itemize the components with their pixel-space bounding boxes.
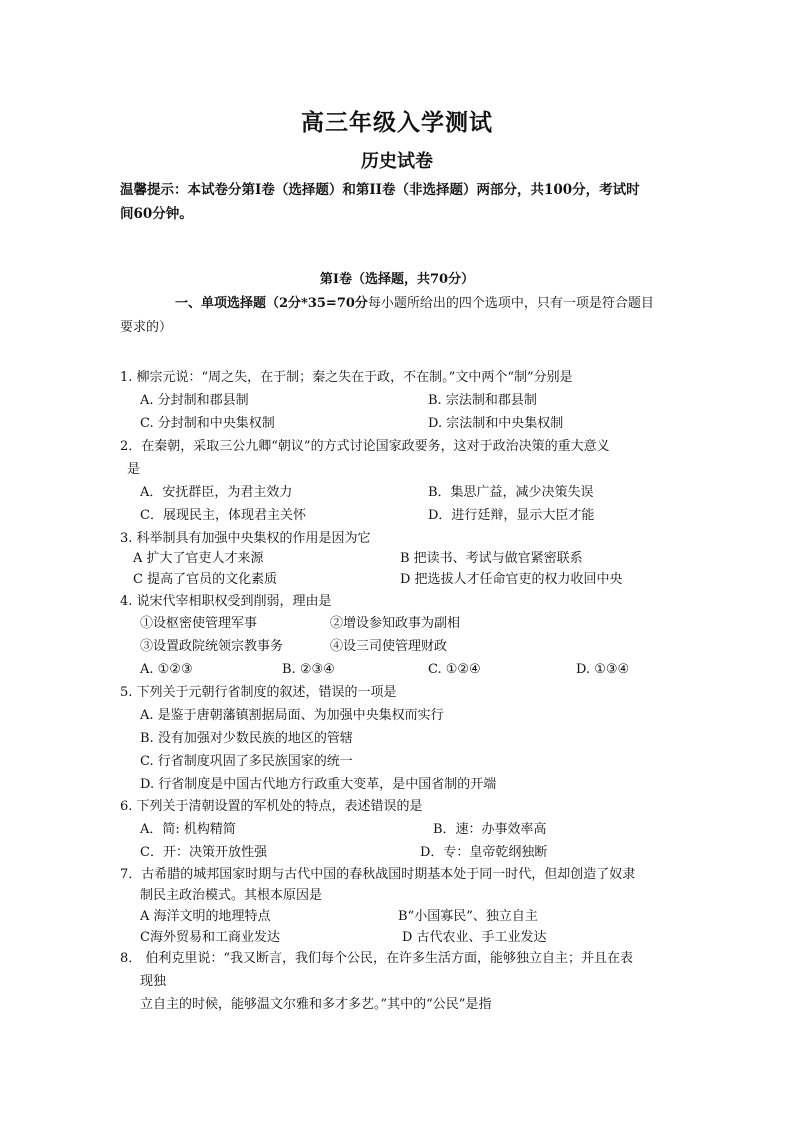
section-heading: 第I卷（选择题，共70分） <box>319 272 475 287</box>
question-6-stem: 6. 下列关于清朝设置的军机处的特点，表述错误的是 <box>120 799 423 814</box>
question-5-option-d: D. 行省制度是中国古代地方行政重大变革，是中国省制的开端 <box>140 777 497 792</box>
question-4-option-a: A. ①②③ <box>140 662 193 677</box>
exam-title: 高三年级入学测试 <box>301 109 493 136</box>
question-8-stem-cont-2: 立自主的时候，能够温文尔雅和多才多艺。”其中的“公民”是指 <box>140 997 492 1012</box>
question-8-stem-cont: 现独 <box>140 974 167 989</box>
question-6-option-a: A．简: 机构精简 <box>140 822 236 837</box>
question-4-stem: 4. 说宋代宰相职权受到削弱，理由是 <box>120 594 332 609</box>
question-7-option-d: D 古代农业、手工业发达 <box>402 930 547 945</box>
question-2-option-b: B．集思广益，减少决策失误 <box>428 485 594 500</box>
question-7-stem: 7．古希腊的城邦国家时期与古代中国的春秋战国时期基本处于同一时代，但却创造了奴隶 <box>120 867 636 882</box>
question-3-option-c: C 提高了官员的文化素质 <box>133 572 278 587</box>
question-4-option-c: C. ①②④ <box>428 662 481 677</box>
question-4-option-b: B. ②③④ <box>282 662 335 677</box>
instruction-bold: 一、单项选择题（2分*35=70分 <box>175 296 368 311</box>
question-3-option-d: D 把选拔人才任命官吏的权力收回中央 <box>400 572 623 587</box>
question-5-option-c: C. 行省制度巩固了多民族国家的统一 <box>140 754 353 769</box>
question-4-item-2: ②增设参知政事为副相 <box>330 616 461 631</box>
question-3-stem: 3. 科举制具有加强中央集权的作用是因为它 <box>120 531 371 546</box>
question-2-stem: 2．在秦朝，采取三公九卿“朝议”的方式讨论国家政要务，这对于政治决策的重大意义 <box>120 439 610 454</box>
question-1-option-d: D. 宗法制和中央集权制 <box>428 416 564 431</box>
notice-line-2: 间60分钟。 <box>120 206 193 222</box>
question-7-option-b: B“小国寡民”、独立自主 <box>398 909 538 924</box>
question-5-option-b: B. 没有加强对少数民族的地区的管辖 <box>140 731 353 746</box>
section-instruction <box>175 292 654 311</box>
question-5-option-a: A. 是鉴于唐朝藩镇割据局面、为加强中央集权而实行 <box>140 708 444 723</box>
question-2-stem-cont: 是 <box>127 462 141 477</box>
question-1-option-a: A. 分封制和郡县制 <box>140 393 249 408</box>
question-2-option-d: D．进行廷辩，显示大臣才能 <box>428 508 595 523</box>
question-7-stem-cont: 制民主政治模式。其根本原因是 <box>140 888 323 903</box>
question-1-option-b: B. 宗法制和郡县制 <box>428 393 537 408</box>
question-8-stem: 8． 伯利克里说：“我又断言，我们每个公民，在许多生活方面，能够独立自主；并且在表 <box>120 951 634 966</box>
section-instruction-line2: 要求的） <box>120 320 173 335</box>
notice-line-1: 温馨提示：本试卷分第I卷（选择题）和第II卷（非选择题）两部分，共100分，考试时 <box>120 182 640 198</box>
question-6-option-d: D．专：皇帝乾纲独断 <box>420 845 548 860</box>
exam-subtitle: 历史试卷 <box>361 151 433 172</box>
question-6-option-c: C．开：决策开放性强 <box>140 845 267 860</box>
question-7-option-a: A 海洋文明的地理特点 <box>140 909 271 924</box>
question-4-item-3: ③设置政院统领宗教事务 <box>140 639 284 654</box>
question-3-option-b: B 把读书、考试与做官紧密联系 <box>400 551 583 566</box>
question-6-option-b: B．速：办事效率高 <box>433 822 547 837</box>
question-5-stem: 5. 下列关于元朝行省制度的叙述，错误的一项是 <box>120 685 397 700</box>
exam-notice <box>120 178 680 226</box>
question-1-stem: 1. 柳宗元说：“周之失，在于制；秦之失在于政，不在制。”文中两个“制”分别是 <box>120 370 573 385</box>
question-3-option-a: A 扩大了官吏人才来源 <box>133 551 264 566</box>
question-4-option-d: D. ①③④ <box>576 662 630 677</box>
question-4-item-1: ①设枢密使管理军事 <box>140 616 258 631</box>
question-7-option-c: C海外贸易和工商业发达 <box>140 930 280 945</box>
question-1-option-c: C. 分封制和中央集权制 <box>140 416 275 431</box>
question-2-option-a: A．安抚群臣，为君主效力 <box>140 485 293 500</box>
question-4-item-4: ④设三司使管理财政 <box>330 639 448 654</box>
instruction-rest: 每小题所给出的四个选项中，只有一项是符合题目 <box>367 296 654 311</box>
question-2-option-c: C．展现民主，体现君主关怀 <box>140 508 306 523</box>
